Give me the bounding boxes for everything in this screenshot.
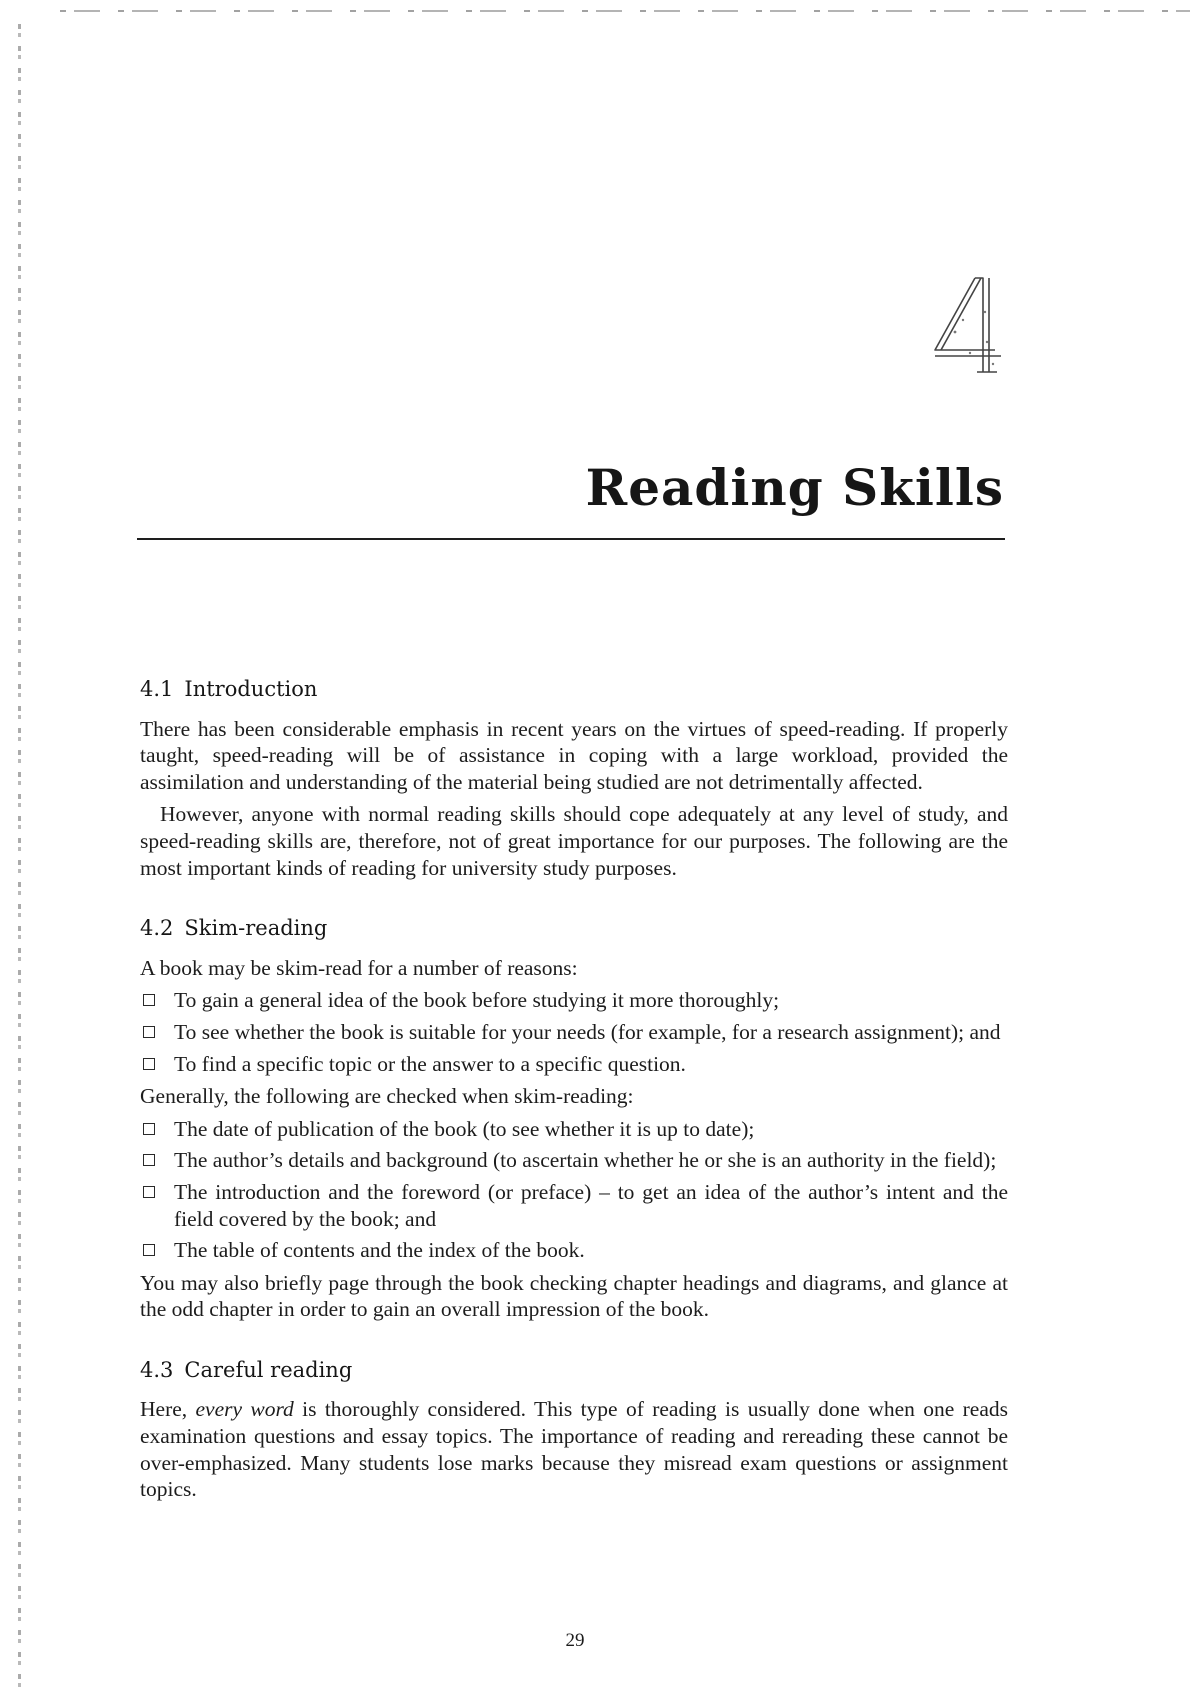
list-item-text: The date of publication of the book (to see whether it is up to date); (174, 1116, 755, 1141)
paragraph: Generally, the following are checked when skim-reading: (140, 1084, 634, 1109)
section-heading (140, 1357, 1008, 1384)
chapter-number-numeral (925, 272, 1015, 382)
paragraph: However, anyone with normal reading skills should cope adequately at any level of study, and speed-reading skills are, therefore, not of great importance for our purposes. The following are the most important kinds of reading for university study purposes. (140, 802, 1008, 880)
paragraph: You may also briefly page through the book checking chapter headings and diagrams, and glance at the odd chapter in order to gain an overall impression of the book. (140, 1270, 1008, 1322)
text-run: Here, (140, 1397, 196, 1422)
list-item (140, 1116, 1008, 1143)
section-heading (140, 676, 1008, 703)
page-number: 29 (565, 1630, 585, 1651)
list-item-text: The introduction and the foreword (or preface) – to get an idea of the author’s intent and the field covered by the book; and (174, 1179, 1008, 1231)
emphasis-text: every word (195, 1397, 294, 1422)
checkbox-bullet-icon (143, 1154, 155, 1166)
checkbox-bullet-icon (143, 1026, 155, 1038)
paragraph: There has been considerable emphasis in recent years on the virtues of speed-reading. If properly taught, speed-reading will be of assistance in coping with a large workload, provided the assimilation and understanding of the material being studied are not detrimentally affected. (140, 716, 1008, 794)
list-item (140, 987, 1008, 1014)
text-run: is thoroughly considered. This type of reading is usually done when one reads examination questions and essay topics. The importance of reading and rereading these cannot be over-emphasized. Many students lose marks because they misread exam questions or assignment topics. (140, 1397, 1008, 1502)
checked-items-list (140, 1116, 1008, 1264)
section-number: 4.1 (140, 677, 174, 701)
list-item (140, 1179, 1008, 1232)
list-item-text: The table of contents and the index of the book. (174, 1238, 585, 1263)
section-heading (140, 915, 1008, 942)
reasons-list (140, 987, 1008, 1077)
section-introduction (140, 676, 1008, 881)
section-number: 4.2 (140, 916, 174, 941)
section-skim-reading (140, 915, 1008, 1323)
section-title: Careful reading (184, 1357, 353, 1382)
checkbox-bullet-icon (143, 1058, 155, 1070)
section-title: Introduction (184, 677, 318, 701)
scan-edge-top (60, 10, 1190, 12)
chapter-title: Reading Skills (585, 458, 1004, 517)
section-number: 4.3 (140, 1357, 174, 1382)
checkbox-bullet-icon (143, 994, 155, 1006)
list-item (140, 1019, 1008, 1046)
section-careful-reading (140, 1357, 1008, 1503)
list-item (140, 1237, 1008, 1264)
list-item-text: The author’s details and background (to ascertain whether he or she is an authority in the field); (174, 1148, 997, 1173)
checkbox-bullet-icon (143, 1244, 155, 1256)
list-item-text: To see whether the book is suitable for your needs (for example, for a research assignment); and (174, 1019, 1001, 1044)
title-rule (137, 538, 1005, 540)
checkbox-bullet-icon (143, 1186, 155, 1198)
chapter-body (140, 676, 1008, 1537)
paragraph: A book may be skim-read for a number of reasons: (140, 955, 578, 980)
section-title: Skim-reading (184, 916, 328, 941)
paragraph (140, 1396, 1008, 1502)
list-item-text: To find a specific topic or the answer to a specific question. (174, 1051, 686, 1076)
scan-edge-left (18, 24, 21, 1688)
list-item (140, 1051, 1008, 1078)
checkbox-bullet-icon (143, 1123, 155, 1135)
list-item (140, 1147, 1008, 1174)
list-item-text: To gain a general idea of the book before studying it more thoroughly; (174, 988, 780, 1013)
